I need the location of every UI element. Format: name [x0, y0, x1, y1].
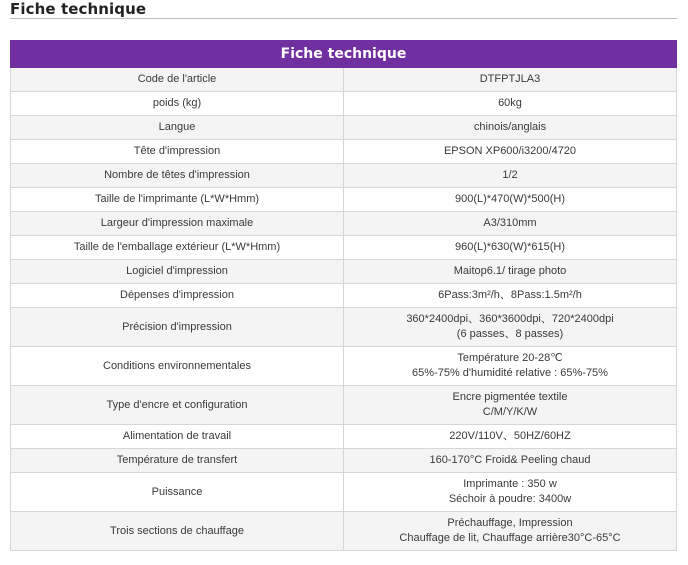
spec-value-line: DTFPTJLA3	[479, 73, 541, 85]
table-row	[11, 116, 677, 140]
table-row	[11, 140, 677, 164]
table-row	[11, 347, 677, 386]
spec-label: Conditions environnementales	[11, 347, 344, 386]
spec-table	[10, 40, 677, 551]
spec-value	[344, 473, 677, 512]
spec-value-line: 60kg	[498, 97, 522, 109]
table-row	[11, 212, 677, 236]
table-row	[11, 512, 677, 551]
spec-label: Dépenses d'impression	[11, 284, 344, 308]
spec-label: Tête d'impression	[11, 140, 344, 164]
spec-value	[344, 449, 677, 473]
spec-value-line: 900(L)*470(W)*500(H)	[454, 193, 566, 205]
table-row	[11, 284, 677, 308]
spec-value-line: Préchauffage, Impression	[447, 517, 573, 529]
table-row	[11, 260, 677, 284]
spec-value-line: Imprimante : 350 w	[463, 478, 557, 490]
spec-label: Code de l'article	[11, 68, 344, 92]
spec-label: Largeur d'impression maximale	[11, 212, 344, 236]
spec-value-line: 160-170°C Froid& Peeling chaud	[429, 454, 591, 466]
table-row	[11, 449, 677, 473]
page-title: Fiche technique	[10, 0, 147, 18]
table-row	[11, 308, 677, 347]
spec-value-line: 6Pass:3m²/h、8Pass:1.5m²/h	[438, 289, 582, 301]
spec-value-line: 360*2400dpi、360*3600dpi、720*2400dpi	[406, 313, 614, 325]
spec-label: Langue	[11, 116, 344, 140]
spec-value	[344, 92, 677, 116]
table-row	[11, 92, 677, 116]
table-row	[11, 236, 677, 260]
table-row	[11, 425, 677, 449]
spec-value-line: EPSON XP600/i3200/4720	[443, 145, 577, 157]
spec-label: Taille de l'emballage extérieur (L*W*Hmm)	[11, 236, 344, 260]
spec-value-line: chinois/anglais	[473, 121, 547, 133]
spec-label: Alimentation de travail	[11, 425, 344, 449]
spec-value	[344, 236, 677, 260]
spec-value	[344, 68, 677, 92]
spec-value	[344, 512, 677, 551]
spec-label: Trois sections de chauffage	[11, 512, 344, 551]
spec-label: poids (kg)	[11, 92, 344, 116]
spec-value-line: 1/2	[502, 169, 518, 181]
spec-value	[344, 212, 677, 236]
spec-value-line: A3/310mm	[483, 217, 537, 229]
spec-label: Taille de l'imprimante (L*W*Hmm)	[11, 188, 344, 212]
spec-label: Nombre de têtes d'impression	[11, 164, 344, 188]
spec-label: Température de transfert	[11, 449, 344, 473]
spec-value-line: 65%-75% d'humidité relative : 65%-75%	[412, 367, 608, 379]
spec-value	[344, 425, 677, 449]
spec-value-line: 220V/110V、50HZ/60HZ	[449, 430, 571, 442]
spec-value	[344, 116, 677, 140]
spec-value-line: Séchoir à poudre: 3400w	[448, 493, 572, 505]
spec-value-line: (6 passes、8 passes)	[456, 328, 564, 340]
spec-value	[344, 164, 677, 188]
spec-label: Logiciel d'impression	[11, 260, 344, 284]
spec-value	[344, 140, 677, 164]
table-title: Fiche technique	[11, 41, 677, 68]
spec-label: Puissance	[11, 473, 344, 512]
spec-value-line: Température 20-28℃	[457, 352, 563, 364]
spec-value-line: C/M/Y/K/W	[482, 406, 538, 418]
table-row	[11, 188, 677, 212]
spec-value-line: Chauffage de lit, Chauffage arrière30°C-65°C	[399, 532, 621, 544]
table-row	[11, 68, 677, 92]
table-row	[11, 473, 677, 512]
spec-value	[344, 284, 677, 308]
spec-value	[344, 188, 677, 212]
spec-value	[344, 260, 677, 284]
table-row	[11, 164, 677, 188]
spec-value	[344, 386, 677, 425]
spec-value-line: 960(L)*630(W)*615(H)	[454, 241, 566, 253]
spec-value	[344, 308, 677, 347]
spec-label: Type d'encre et configuration	[11, 386, 344, 425]
spec-value-line: Maitop6.1/ tirage photo	[453, 265, 567, 277]
spec-value-line: Encre pigmentée textile	[452, 391, 568, 403]
spec-table-body	[11, 68, 677, 551]
spec-label: Précision d'impression	[11, 308, 344, 347]
table-row	[11, 386, 677, 425]
heading-divider	[10, 18, 677, 19]
spec-value	[344, 347, 677, 386]
